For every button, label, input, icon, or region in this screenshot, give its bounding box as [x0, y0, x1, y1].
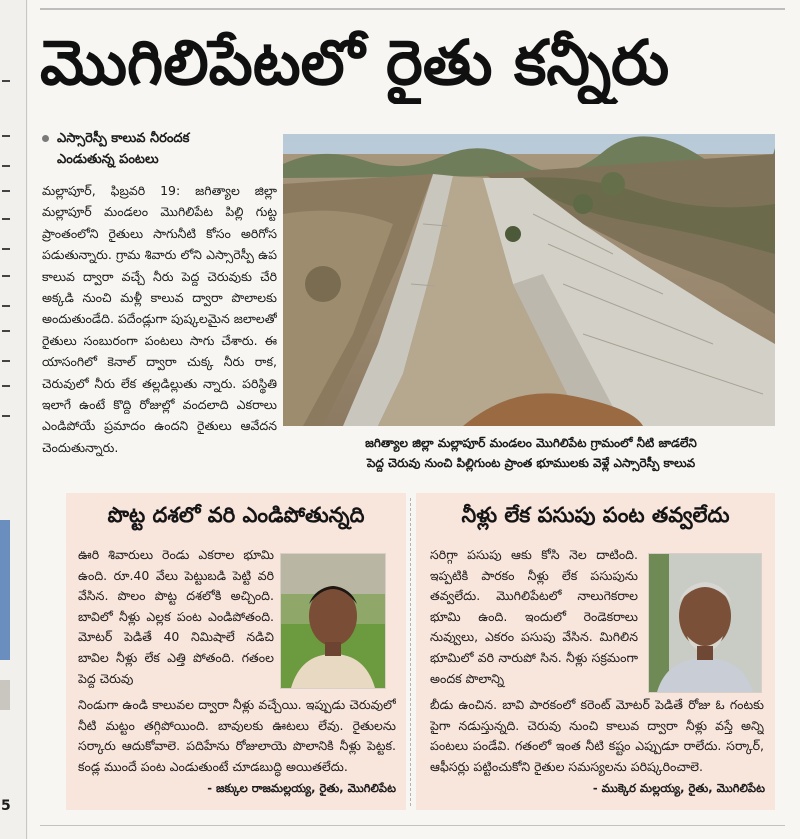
- farmer-portrait-left-image: [281, 554, 385, 688]
- bullet-dot-icon: [42, 135, 49, 142]
- quote-signature-right: - ముక్కెర మల్లయ్య, రైతు, మొగిలిపేట: [592, 781, 765, 795]
- headline: మొగిలిపేటలో రైతు కన్నీరు: [40, 26, 670, 99]
- text-fragment: [2, 330, 10, 332]
- caption-line-1: జగిత్యాల జిల్లా మల్లాపూర్ మండలం మొగిలిపేట గ్రామంలో నీటి జాడలేని: [365, 436, 697, 450]
- adjacent-column-strip: [0, 0, 28, 839]
- text-fragment: [2, 275, 10, 277]
- text-fragment: [2, 218, 10, 220]
- text-fragment: [2, 305, 10, 307]
- quote-text-left-bottom: నిండుగా ఉండి కాలువల ద్వారా నీళ్లు వచ్చేయి. ఇప్పుడు చెరువులో నీటి మట్టం తగ్గిపోయింది. బావులకు ఊటలు లేవు. రైతులను సర్కారు ఆదుకోవాలె. పదిహేను రోజులాయె పొలానికి నీళ్లు పెట్టక. కండ్ల ముందే పంట ఎండుతుంటే చూడబుద్ధి అయితలేదు.: [78, 697, 396, 774]
- text-fragment: [2, 385, 10, 387]
- farmer-quote-box-left: [66, 493, 406, 810]
- dry-canal-illustration: [283, 134, 775, 426]
- text-fragment: [2, 80, 10, 82]
- caption-line-2: పెద్ద చెరువు నుంచి పిల్లిగుంట ప్రాంత భూములకు వెళ్లే ఎస్సారెస్పీ కాలువ: [366, 456, 696, 470]
- text-fragment: [2, 165, 10, 167]
- column-rule: [26, 0, 27, 839]
- quote-text-left-top: ఊరి శివారులు రెండు ఎకరాల భూమి ఉంది. రూ.40 వేలు పెట్టుబడి పెట్టి వరి వేసిన. పొలం పొట్ట దశలోకి అచ్చింది. బావిలో నీళ్లు ఎల్లక పంట ఎండిపోతంది. మోటర్ పెడితే 40 నిమిషాలే నడిచి బావిల నీళ్లు లేక ఎత్తి పోతంది. గతంల పెద్ద చెరువు: [78, 547, 274, 686]
- subheadline-line-1: ఎస్సారెస్పీ కాలువ నీరందక: [57, 131, 190, 146]
- farmer-quote-box-right: [416, 493, 775, 810]
- box-divider: [410, 498, 411, 806]
- subheadline-bullet: [42, 128, 272, 170]
- text-fragment: [2, 360, 10, 362]
- text-fragment: [2, 135, 10, 137]
- farmer-portrait-right-image: [649, 554, 761, 692]
- quote-text-right-top: సరిగ్గా పసుపు ఆకు కోసి నెల దాటింది. ఇప్పటికి పారకం నీళ్లు లేక పసుపును తవ్వలేదు. మొగిలిపేటలో నాలుగెకరాల భూమి ఉంది. ఇందులో రెండెకరాలు నువ్వులు, ఎకరం పసుపు వేసిన. మిగిలిన భూమిలో వరి నారుపో సిన. నీళ్లు సక్రమంగా అందక పొలాన్ని: [430, 547, 638, 686]
- page-number: 5: [1, 798, 11, 814]
- adjacent-photo-fragment: [0, 680, 10, 710]
- quote-title-right: నీళ్లు లేక పసుపు పంట తవ్వలేదు: [461, 503, 730, 527]
- subheadline-line-2: ఎండుతున్న పంటలు: [57, 152, 159, 167]
- farmer-portrait-left: [280, 553, 386, 689]
- photo-caption: [292, 433, 770, 473]
- adjacent-photo-fragment: [0, 520, 10, 660]
- article-body: మల్లాపూర్, ఫిబ్రవరి 19: జగిత్యాల జిల్లా మల్లాపూర్ మండలం మొగిలిపేట పిల్లి గుట్ట ప్రాంతంలోని రైతులు సాగునీటి కోసం అరిగోస పడుతున్నారు. గ్రామ శివారు లోని ఎస్సారెస్పీ ఉప కాలువ ద్వారా వచ్చే నీరు పెద్ద చెరువుకు చేరి అక్కడి నుంచి మళ్లీ కాలువ ద్వారా పొలాలకు అందుతుండేది. పదేండ్లుగా పుష్కలమైన జలాలతో రైతులు సంబురంగా పంటలు సాగు చేశారు. ఈ యాసంగిలో కెనాల్ ద్వారా చుక్క నీరు రాక, చెరువులో నీరు లేక తల్లడిల్లుతు న్నారు. పరిస్థితి ఇలాగే ఉంటే కొద్ది రోజుల్లో వందలాది ఎకరాలు ఎండిపోయే ప్రమాదం ఉందని రైతులు ఆవేదన చెందుతున్నారు.: [42, 183, 277, 455]
- text-fragment: [2, 248, 10, 250]
- farmer-portrait-right: [648, 553, 762, 693]
- quote-title-left: పొట్ట దశలో వరి ఎండిపోతున్నది: [107, 503, 365, 527]
- quote-signature-left: - జక్కుల రాజమల్లయ్య, రైతు, మొగిలిపేట: [207, 781, 396, 795]
- canal-photo: [283, 134, 775, 426]
- bottom-rule: [40, 825, 785, 826]
- quote-text-right-bottom: బీడు ఉంచిన. బావి పారకంలో కరెంట్ మోటర్ పెడితే రోజు ఓ గంటకు పైగా నడుస్తున్నది. చెరువు నుంచి కాలువ ద్వారా నీళ్లు వస్తే అన్ని పంటలు పండేవి. గతంలో ఇంత నీటి కష్టం ఎప్పుడూ రాలేదు. సర్కార్, ఆఫీసర్లు పట్టించుకోని రైతుల సమస్యలను పరిష్కరించాలె.: [430, 697, 764, 774]
- top-rule: [40, 8, 785, 10]
- text-fragment: [2, 415, 10, 417]
- text-fragment: [2, 190, 10, 192]
